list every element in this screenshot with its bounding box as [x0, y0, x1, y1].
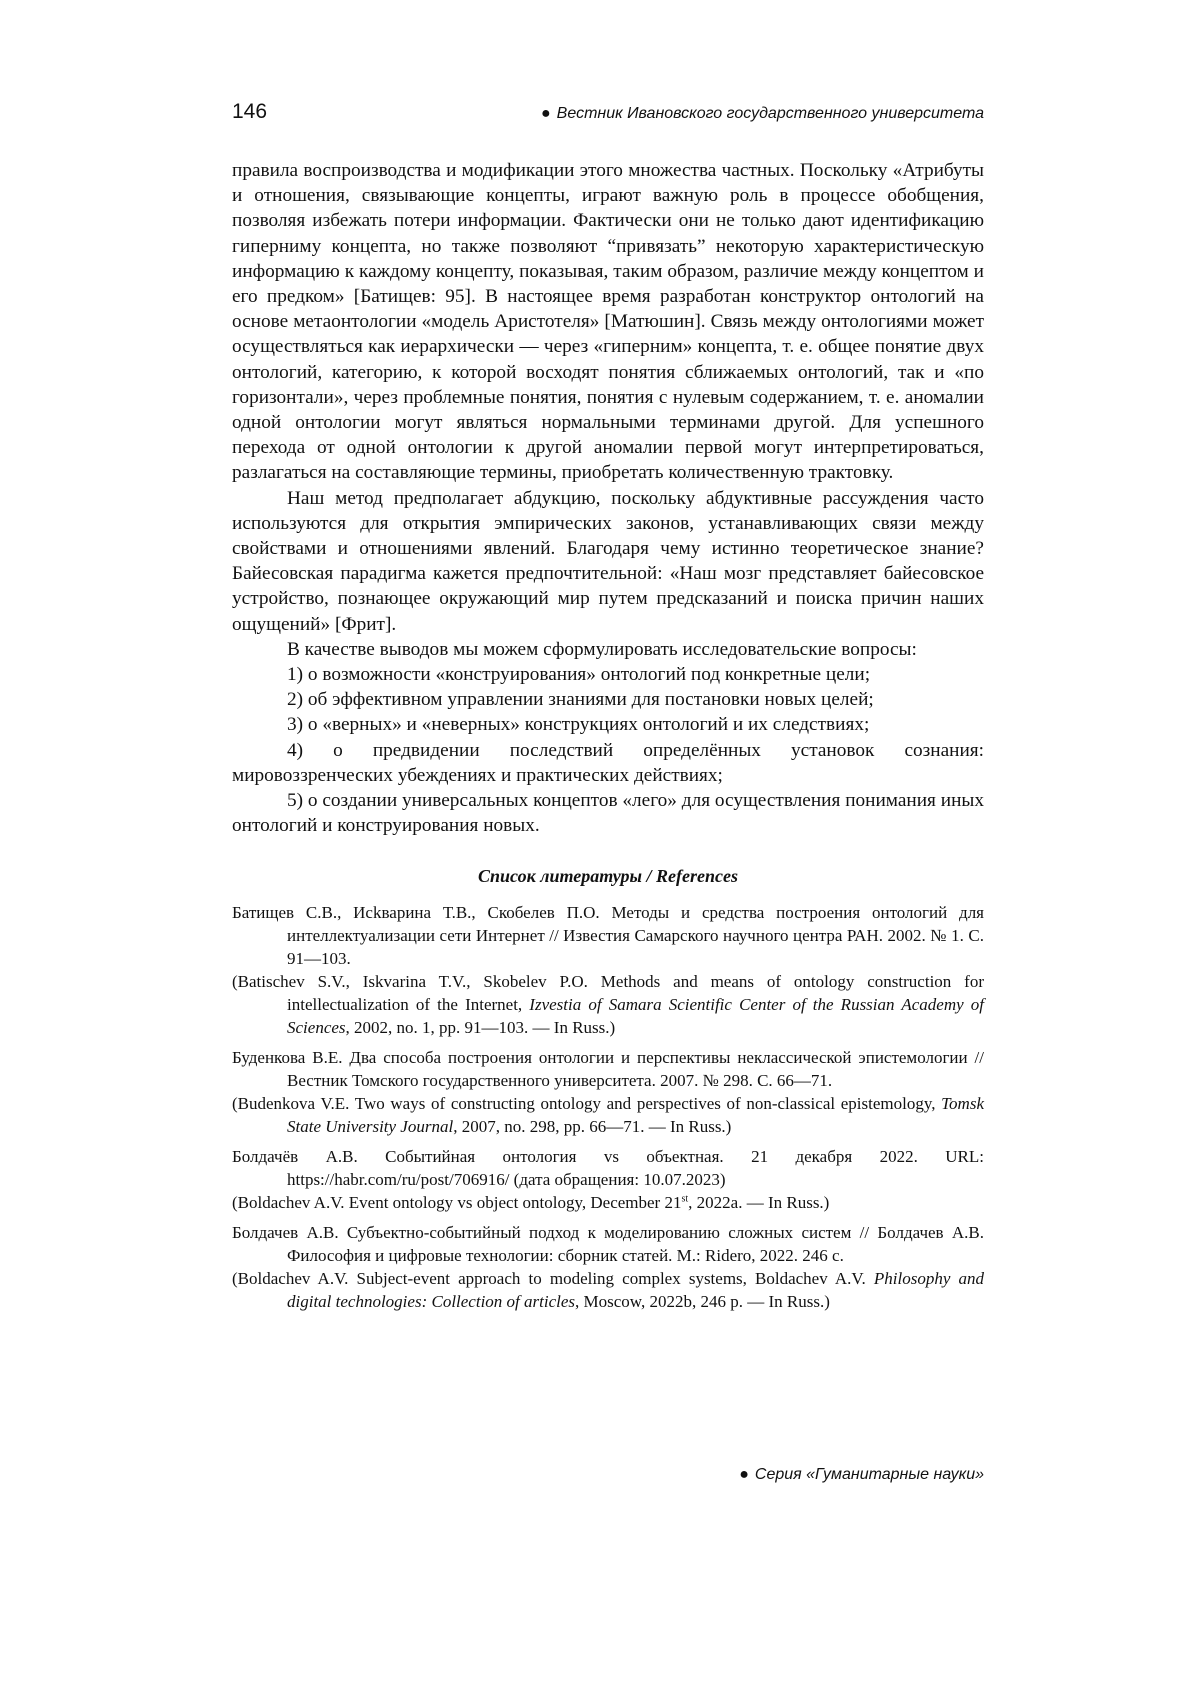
ref-text: , 2002, no. 1, pp. 91—103. — In Russ.) — [345, 1018, 616, 1038]
paragraph: правила воспроизводства и модификации этого множества частных. Поскольку «Атрибуты и отношения, связывающие концепты, играют важную роль в процессе обобщения, позволяя избежать потери информации. Фактически они не только дают идентификацию гиперниму концепта, но также позволяют “привязать” некоторую характеристическую информацию к каждому концепту, показывая, таким образом, различие между концептом и его предком» [Батищев: 95]. В настоящее время разработан конструктор онтологий на основе метаонтологии «модель Аристотеля» [Матюшин]. Связь между онтологиями может осуществляться как иерархически — через «гиперним» концепта, т. е. общее понятие двух онтологий, категорию, к которой восходят понятия сближаемых онтологий, так и «по горизонтали», через проблемные понятия, понятия с нулевым содержанием, т. е. аномалии одной онтологии могут являться нормальными терминами другой. Для успешного перехода от одной онтологии к другой аномалии первой могут интерпретироваться, разлагаться на составляющие термины, приобретать количественную трактовку. — [232, 160, 984, 484]
bullet-icon: ● — [541, 105, 551, 122]
research-question: 2) об эффективном управлении знаниями для постановки новых целей; — [287, 689, 874, 711]
research-question: 5) о создании универсальных концептов «лего» для осуществления понимания иных онтологий и конструирования новых. — [232, 790, 984, 837]
ref-source: Izvestia of Samara Scientific Center of the Russian Academy of Sciences — [287, 995, 984, 1038]
page-content — [232, 100, 984, 1313]
paragraph: В качестве выводов мы можем сформулировать исследовательские вопросы: — [287, 638, 917, 660]
reference-entry: Болдачёв А.В. Событийная онтология vs объектная. 21 декабря 2022. URL: https://habr.com/ru/post/706916/ (дата обращения: 10.07.2023) — [232, 1147, 984, 1190]
ref-text: (Boldachev A.V. Subject-event approach to modeling complex systems, Boldachev A.V. — [232, 1269, 874, 1289]
running-footer — [232, 1466, 984, 1484]
reference-entry-translation — [232, 1267, 984, 1313]
ref-text: , 2007, no. 298, pp. 66—71. — In Russ.) — [453, 1117, 732, 1137]
reference-entry: Батищев С.В., Исkварина Т.В., Скобелев П.О. Методы и средства построения онтологий для интеллектуализации сети Интернет // Известия Самарского научного центра РАН. 2002. № 1. С. 91—103. — [232, 903, 984, 969]
reference-entry: Буденкова В.Е. Два способа построения онтологии и перспективы неклассической эпистемологии // Вестник Томского государственного университета. 2007. № 298. С. 66—71. — [232, 1048, 984, 1091]
running-header — [232, 100, 984, 140]
references-heading: Список литературы / References — [478, 866, 738, 887]
ref-text: , 2022a. — In Russ.) — [688, 1193, 830, 1213]
research-question: 1) о возможности «конструирования» онтологий под конкретные цели; — [287, 664, 871, 686]
ref-superscript: st — [681, 1193, 689, 1205]
reference-entry-translation — [232, 1191, 984, 1214]
paragraph: Наш метод предполагает абдукцию, поскольку абдуктивные рассуждения часто используются для открытия эмпирических законов, устанавливающих связи между свойствами и отношениями явлений. Благодаря чему истинно теоретическое знание? Байесовская парадигма кажется предпочтительной: «Наш мозг представляет байесовское устройство, познающее окружающий мир путем предсказаний и поиска причин наших ощущений» [Фрит]. — [232, 487, 984, 635]
reference-entry-translation — [232, 970, 984, 1039]
ref-text: (Budenkova V.E. Two ways of constructing ontology and perspectives of non-classical epistemology, — [232, 1094, 942, 1114]
reference-entry-translation — [232, 1092, 984, 1138]
page-number: 146 — [232, 100, 268, 123]
reference-entry: Болдачев А.В. Субъектно-событийный подход к моделированию сложных систем // Болдачев А.В. Философия и цифровые технологии: сборник статей. М.: Ridero, 2022. 246 с. — [232, 1223, 984, 1266]
ref-text: (Batischev S.V., Iskvarina T.V., Skobelev P.O. Methods and means of ontology construction for intellectualization of the Internet, — [232, 972, 984, 1015]
research-question: 4) о предвидении последствий определённых установок сознания: мировоззренческих убеждениях и практических действиях; — [232, 739, 984, 786]
ref-source: Philosophy and digital technologies: Collection of articles — [287, 1269, 984, 1312]
journal-name: Вестник Ивановского государственного университета — [556, 105, 984, 122]
bullet-icon: ● — [739, 1466, 749, 1483]
ref-source: Tomsk State University Journal — [287, 1094, 984, 1137]
references-list — [232, 901, 984, 1313]
journal-title — [541, 105, 984, 123]
series-name: Серия «Гуманитарные науки» — [754, 1466, 984, 1483]
ref-text: , Moscow, 2022b, 246 p. — In Russ.) — [575, 1292, 830, 1312]
research-question: 3) о «верных» и «неверных» конструкциях онтологий и их следствиях; — [287, 714, 870, 736]
article-body — [232, 158, 984, 838]
ref-text: (Boldachev A.V. Event ontology vs object ontology, December 21 — [232, 1193, 682, 1213]
